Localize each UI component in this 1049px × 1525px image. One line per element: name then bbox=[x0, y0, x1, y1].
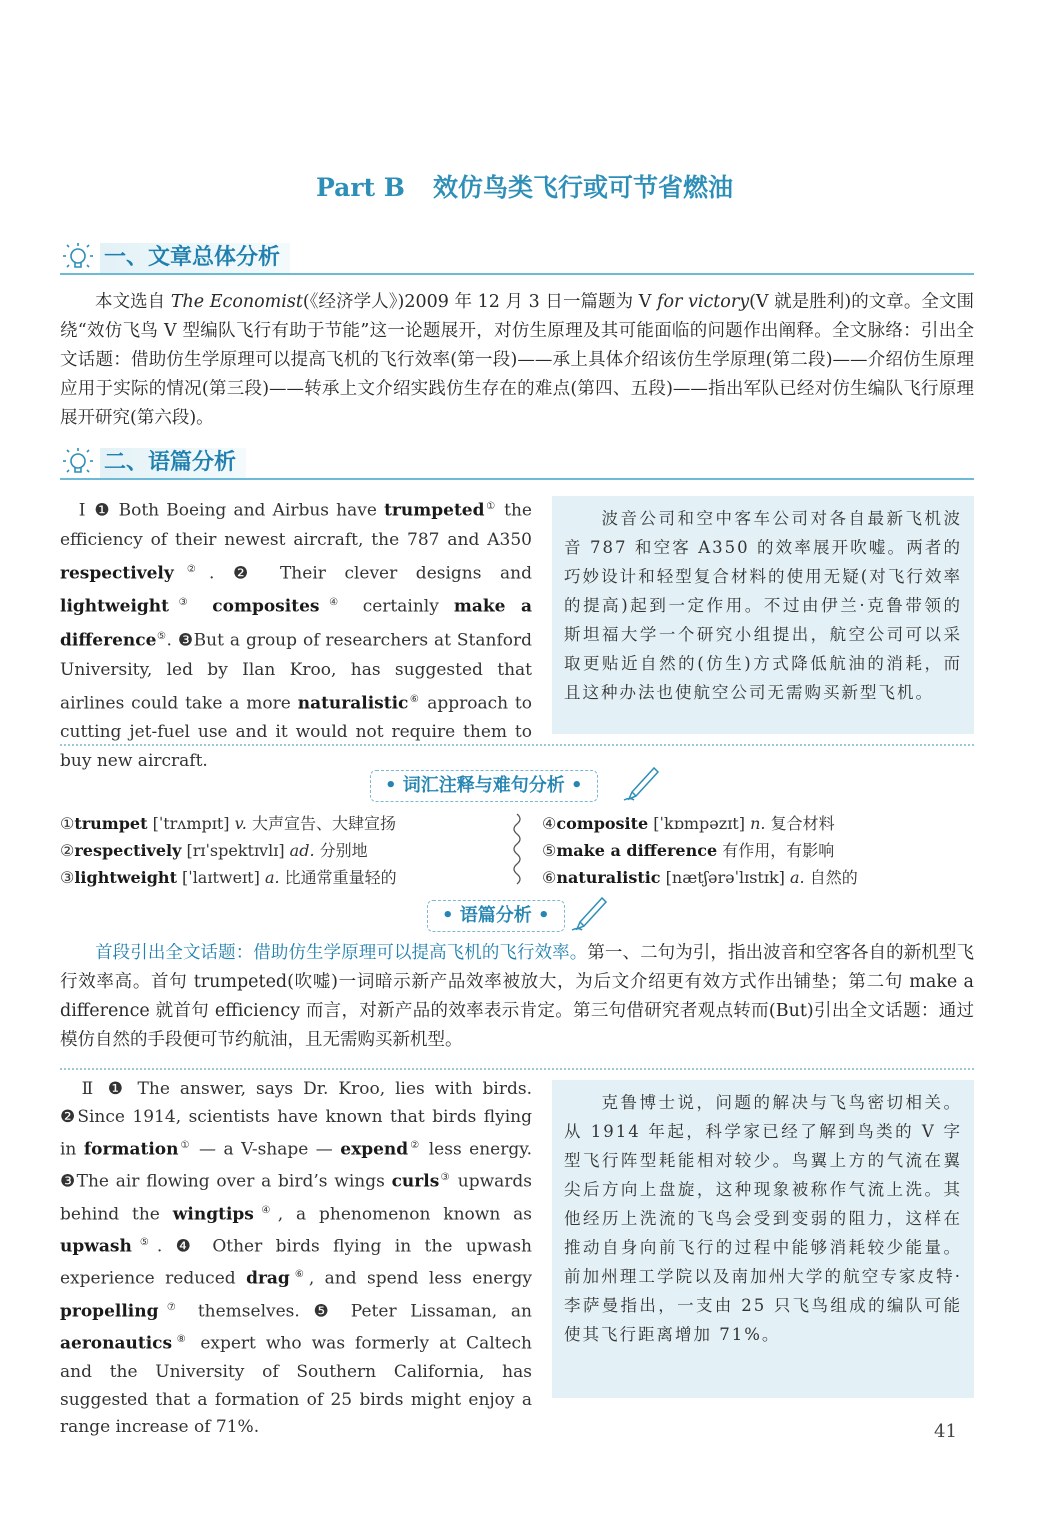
vocab-item: ③lightweight [ˈlaɪtweɪt] a. 比通常重量轻的 bbox=[60, 868, 397, 887]
pen-icon bbox=[568, 894, 608, 934]
section-heading-discourse bbox=[60, 446, 974, 480]
squiggle-divider bbox=[509, 812, 525, 892]
page-number: 41 bbox=[934, 1421, 957, 1442]
vocab-section-label: • 词汇注释与难句分析 • bbox=[370, 770, 598, 802]
paragraph-1-translation: 波音公司和空中客车公司对各自最新飞机波音 787 和空客 A350 的效率展开吹嘘。两者的巧妙设计和轻型复合材料的使用无疑(对飞行效率的提高)起到一定作用。不过由伊兰·克鲁带领的斯坦福大学一个研究小组提出，航空公司可以采取更贴近自然的(仿生)方式降低航油的消耗，而且这种办法也使航空公司无需购买新型飞机。 bbox=[552, 496, 974, 734]
paragraph-1-english: Ⅰ ❶ Both Boeing and Airbus have trumpeted① the efficiency of their newest aircraft, the 787 and A350 respectively②. ❷ Their clever designs and lightweight③ composites④ certainly make a difference⑤. ❸But a group of researchers at Stanford University, led by Ilan Kroo, has suggested that airlines could take a more naturalistic⑥ approach to cutting jet-fuel use and it would not require them to buy new aircraft. bbox=[60, 500, 533, 772]
lightbulb-icon bbox=[60, 446, 96, 480]
analysis-section-label: • 语篇分析 • bbox=[427, 900, 565, 932]
part-label: Part B bbox=[316, 173, 405, 202]
analysis-paragraph: 首段引出全文话题：借助仿生学原理可以提高飞机的飞行效率。第一、二句为引，指出波音和空客各自的新机型飞行效率高。首句 trumpeted(吹嘘)一词暗示新产品效率被放大，为后文介绍更有效方式作出铺垫；第二句 make a difference 就首句 efficiency 而言，对新产品的效率表示肯定。第三句借研究者观点转而(But)引出全文话题：通过模仿自然的手段便可节约航油，且无需购买新机型。 bbox=[60, 943, 975, 1050]
vocab-list-right bbox=[542, 810, 858, 891]
lightbulb-icon bbox=[60, 241, 96, 275]
paragraph-2-translation: 克鲁博士说，问题的解决与飞鸟密切相关。从 1914 年起，科学家已经了解到鸟类的 V 字型飞行阵型耗能相对较少。鸟翼上方的气流在翼尖后方向上盘旋，这种现象被称作气流上洗。其他经历上洗流的飞鸟会受到变弱的阻力，这样在推动自身向前飞行的过程中能够消耗较少能量。前加州理工学院以及南加州大学的航空专家皮特·李萨曼指出，一支由 25 只飞鸟组成的编队可能使其飞行距离增加 71%。 bbox=[552, 1080, 974, 1398]
analysis-lead: 首段引出全文话题：借助仿生学原理可以提高飞机的飞行效率。 bbox=[95, 943, 588, 963]
paragraph-2-english: Ⅱ ❶ The answer, says Dr. Kroo, lies with birds. ❷Since 1914, scientists have known that birds flying in formation① — a V-shape — expend② less energy. ❸The air flowing over a bird’s wings curls③ upwards behind the wingtips④, a phenomenon known as upwash⑤. ❹ Other birds flying in the upwash experience reduced drag⑥, and spend less energy propelling⑦ themselves. ❺ Peter Lissaman, an aeronautics⑧ expert who was formerly at Caltech and the University of Southern California, has suggested that a formation of 25 birds might enjoy a range increase of 71%. bbox=[60, 1079, 533, 1438]
divider bbox=[60, 1068, 974, 1070]
divider bbox=[60, 744, 974, 746]
section-heading-text: 一、文章总体分析 bbox=[100, 243, 290, 273]
overview-paragraph: 本文选自 The Economist(《经济学人》)2009 年 12 月 3 日一篇题为 V for victory(V 就是胜利)的文章。全文围绕“效仿飞鸟 V 型编队飞行有助于节能”这一论题展开，对仿生原理及其可能面临的问题作出阐释。全文脉络：引出全文话题：借助仿生学原理可以提高飞机的飞行效率(第一段)——承上具体介绍该仿生学原理(第二段)——介绍仿生原理应用于实际的情况(第三段)——转承上文介绍实践仿生存在的难点(第四、五段)——指出军队已经对仿生编队飞行原理展开研究(第六段)。 bbox=[60, 292, 974, 428]
vocab-item: ⑥naturalistic [nætʃərəˈlɪstɪk] a. 自然的 bbox=[542, 868, 858, 887]
vocab-list-left bbox=[60, 810, 397, 891]
vocab-item: ②respectively [rɪˈspektɪvlɪ] ad. 分别地 bbox=[60, 841, 368, 860]
section-heading-overall bbox=[60, 241, 974, 275]
title-text: 效仿鸟类飞行或可节省燃油 bbox=[432, 173, 733, 202]
section-heading-text: 二、语篇分析 bbox=[100, 448, 246, 478]
vocab-item: ⑤make a difference 有作用，有影响 bbox=[542, 841, 835, 860]
vocab-item: ④composite [ˈkɒmpəzɪt] n. 复合材料 bbox=[542, 814, 835, 833]
vocab-item: ①trumpet [ˈtrʌmpɪt] v. 大声宣告、大肆宣扬 bbox=[60, 814, 396, 833]
pen-icon bbox=[620, 764, 660, 804]
page-title bbox=[0, 168, 1049, 204]
